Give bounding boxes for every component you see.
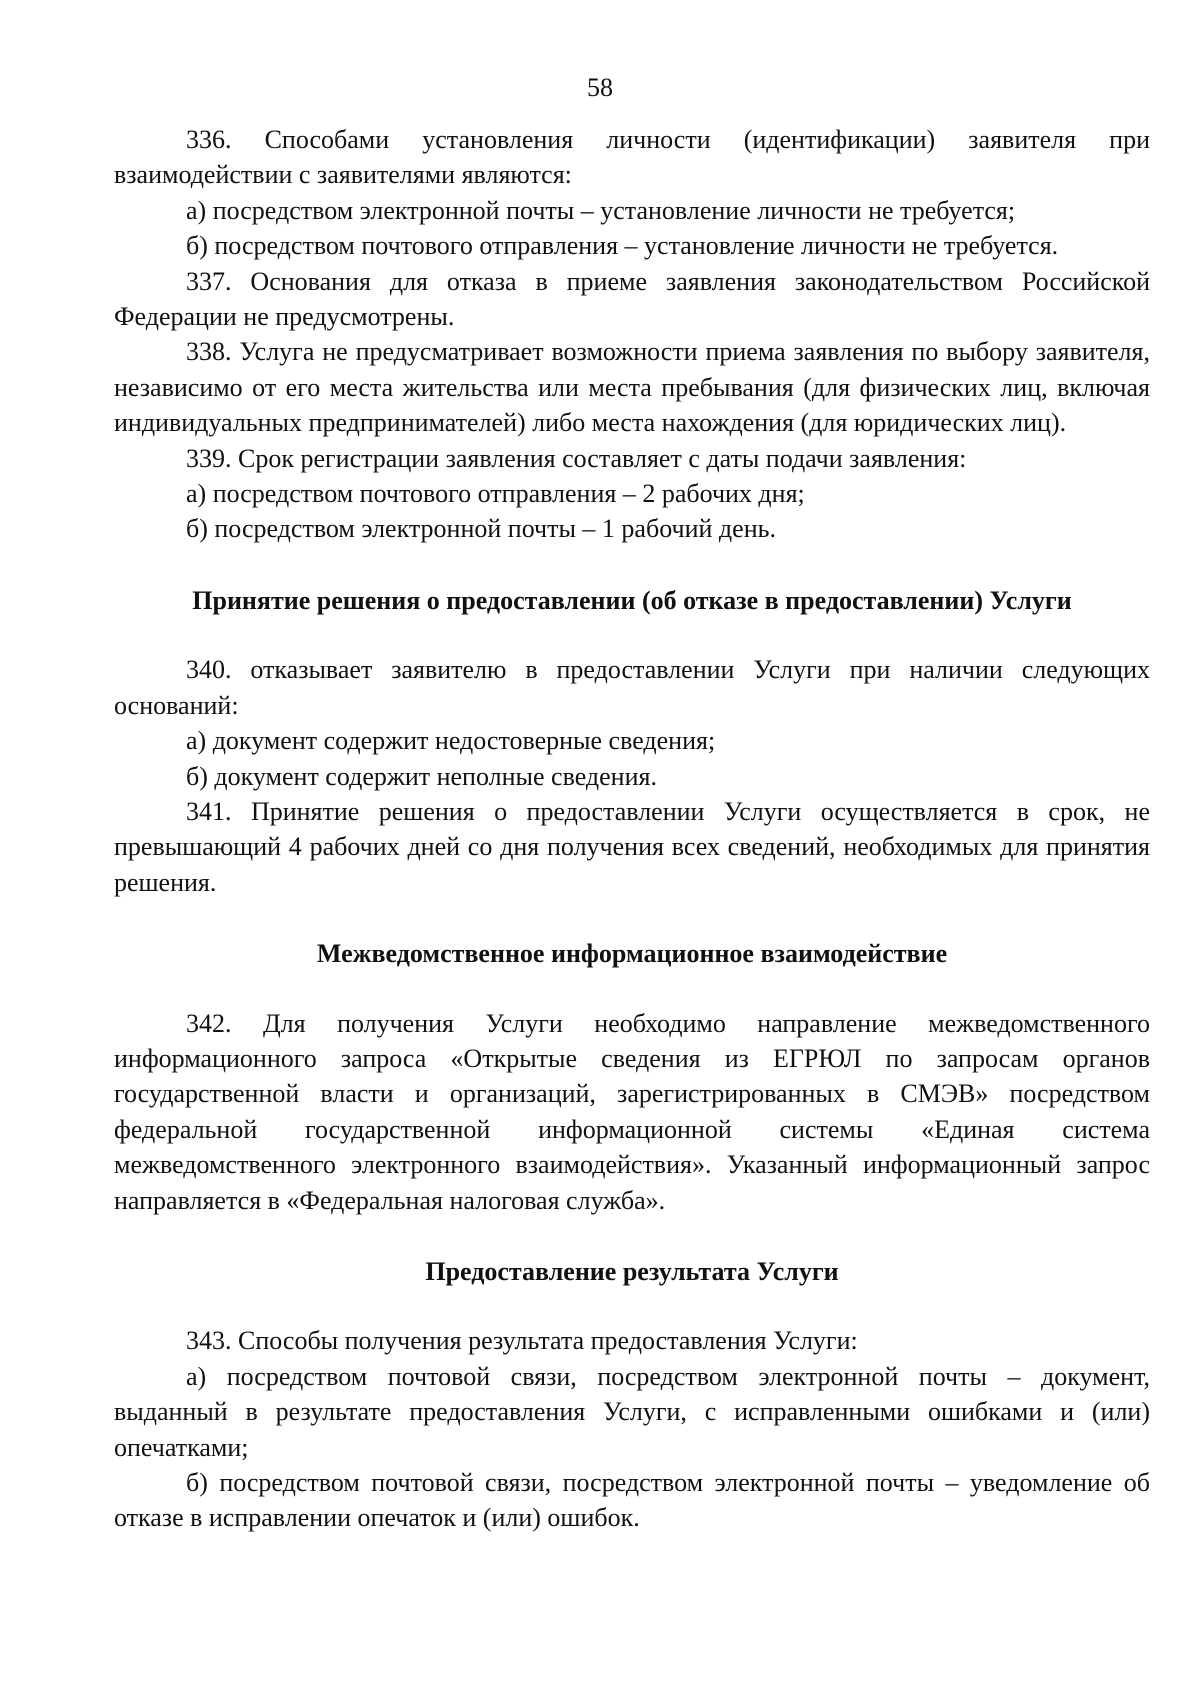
section-heading-result: Предоставление результата Услуги xyxy=(425,1256,839,1286)
paragraph-338: 338. Услуга не предусматривает возможности приема заявления по выбору заявителя, независимо от его места жительства или места пребывания (для физических лиц, включая индивидуальных предпринимателей) либо места нахождения (для юридических лиц). xyxy=(114,337,1150,438)
paragraph-339: 339. Срок регистрации заявления составляет с даты подачи заявления: xyxy=(186,443,967,473)
paragraph-336-a: а) посредством электронной почты – установление личности не требуется; xyxy=(186,195,1016,225)
paragraph-343: 343. Способы получения результата предоставления Услуги: xyxy=(186,1326,858,1356)
page-number: 58 xyxy=(587,73,613,102)
paragraph-340: 340. отказывает заявителю в предоставлении Услуги при наличии следующих оснований: xyxy=(114,655,1150,720)
spacer xyxy=(114,618,1150,652)
spacer xyxy=(114,1289,1150,1323)
spacer xyxy=(114,972,1150,1006)
spacer xyxy=(114,900,1150,936)
paragraph-341: 341. Принятие решения о предоставлении Услуги осуществляется в срок, не превышающий 4 рабочих дней со дня получения всех сведений, необходимых для принятия решения. xyxy=(114,796,1150,897)
paragraph-339-a: а) посредством почтового отправления – 2 рабочих дня; xyxy=(186,479,805,509)
paragraph-340-b: б) документ содержит неполные сведения. xyxy=(186,761,657,791)
paragraph-336: 336. Способами установления личности (идентификации) заявителя при взаимодействии с заявителями являются: xyxy=(114,125,1150,190)
paragraph-342: 342. Для получения Услуги необходимо направление межведомственного информационного запроса «Открытые сведения из ЕГРЮЛ по запросам органов государственной власти и организаций, зарегистрированных в СМЭВ» посредством федеральной государственной информационной системы «Единая система межведомственного электронного взаимодействия». Указанный информационный запрос направляется в «Федеральная налоговая служба». xyxy=(114,1008,1150,1215)
paragraph-337: 337. Основания для отказа в приеме заявления законодательством Российской Федерации не предусмотрены. xyxy=(114,266,1150,332)
paragraph-340-a: а) документ содержит недостоверные сведения; xyxy=(186,726,716,756)
paragraph-343-a: а) посредством почтовой связи, посредством электронной почты – документ, выданный в результате предоставления Услуги, с исправленными ошибками и (или) опечатками; xyxy=(114,1361,1150,1462)
section-heading-decision: Принятие решения о предоставлении (об отказе в предоставлении) Услуги xyxy=(192,585,1072,615)
paragraph-343-b: б) посредством почтовой связи, посредством электронной почты – уведомление об отказе в исправлении опечаток и (или) ошибок. xyxy=(114,1468,1150,1533)
document-body xyxy=(114,122,1150,1536)
section-heading-interagency: Межведомственное информационное взаимодействие xyxy=(316,939,948,969)
spacer xyxy=(114,1218,1150,1254)
paragraph-336-b: б) посредством почтового отправления – установление личности не требуется. xyxy=(186,231,1059,261)
paragraph-339-b: б) посредством электронной почты – 1 рабочий день. xyxy=(186,514,776,544)
spacer xyxy=(114,547,1150,583)
